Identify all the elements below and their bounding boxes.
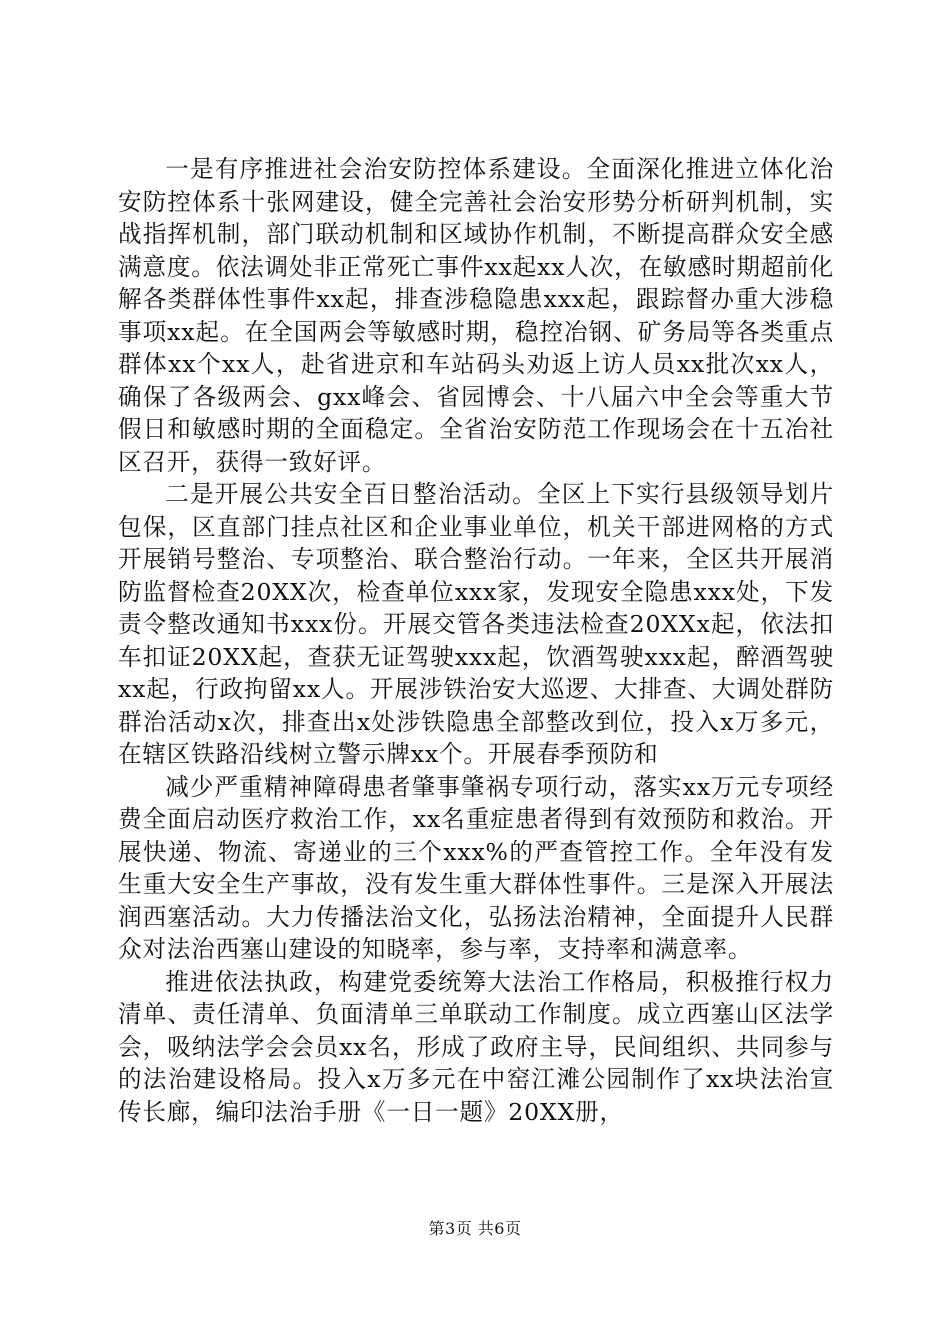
paragraph-public-security-system: 一是有序推进社会治安防控体系建设。全面深化推进立体化治安防控体系十张网建设，健全完善社会治安形势分析研判机制，实战指挥机制，部门联动机制和区域协作机制，不断提高群众安全感满意度。依法调处非正常死亡事件xx起xx人次，在敏感时期超前化解各类群体性事件xx起，排查涉稳隐患xxx起，跟踪督办重大涉稳事项xx起。在全国两会等敏感时期，稳控冶钢、矿务局等各类重点群体xx个xx人，赴省进京和车站码头劝返上访人员xx批次xx人，确保了各级两会、gxx峰会、省园博会、十八届六中全会等重大节假日和敏感时期的全面稳定。全省治安防范工作现场会在十五冶社区召开，获得一致好评。 [118,155,834,476]
paragraph-public-safety-campaign: 二是开展公共安全百日整治活动。全区上下实行县级领导划片包保，区直部门挂点社区和企业事业单位，机关干部进网格的方式开展销号整治、专项整治、联合整治行动。一年来，全区共开展消防监督检查20XX次，检查单位xxx家，发现安全隐患xxx处，下发责令整改通知书xxx份。开展交管各类违法检查20XXx起，依法扣车扣证20XX起，查获无证驾驶xxx起，饮酒驾驶xxx起，醉酒驾驶xx起，行政拘留xx人。开展涉铁治安大巡逻、大排查、大调处群防群治活动x次，排查出x处涉铁隐患全部整改到位，投入x万多元，在辖区铁路沿线树立警示牌xx个。开展春季预防和 [118,480,834,768]
paragraph-mental-health-and-rule-of-law: 减少严重精神障碍患者肇事肇祸专项行动，落实xx万元专项经费全面启动医疗救治工作，xx名重症患者得到有效预防和救治。开展快递、物流、寄递业的三个xxx%的严查管控工作。全年没有发生重大安全生产事故，没有发生重大群体性事件。三是深入开展法润西塞活动。大力传播法治文化，弘扬法治精神，全面提升人民群众对法治西塞山建设的知晓率，参与率，支持率和满意率。 [118,772,834,963]
paragraph-law-based-governance: 推进依法执政，构建党委统筹大法治工作格局，积极推行权力清单、责任清单、负面清单三单联动工作制度。成立西塞山区法学会，吸纳法学会会员xx名，形成了政府主导，民间组织、共同参与的法治建设格局。投入x万多元在中窑江滩公园制作了xx块法治宣传长廊，编印法治手册《一日一题》20XX册， [118,967,834,1126]
document-body [118,153,834,1128]
page-footer: 第3页 共6页 [428,1219,522,1238]
